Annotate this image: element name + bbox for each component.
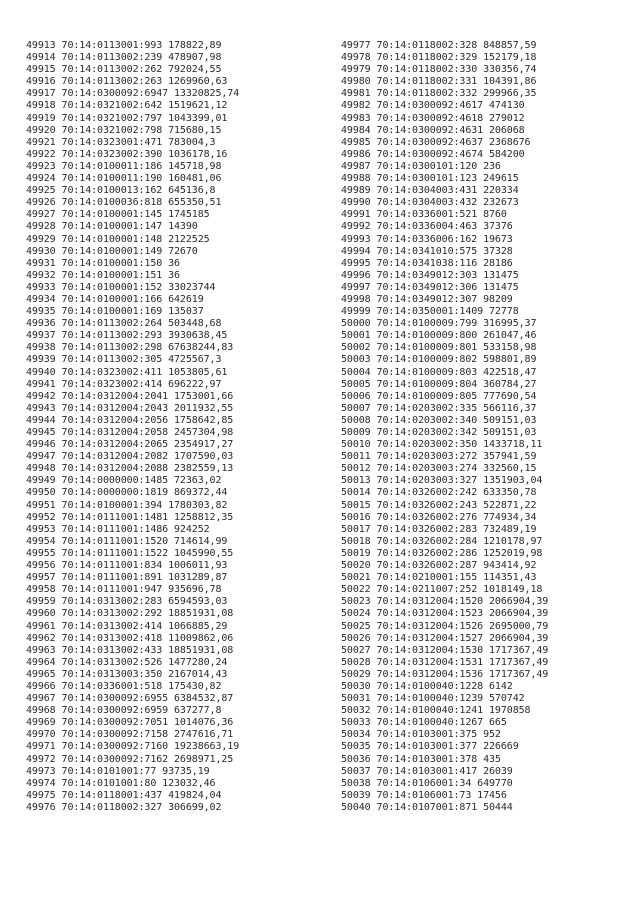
record-line: 49982 70:14:0300092:4617 474130 <box>341 100 525 112</box>
record-line: 49929 70:14:0100001:148 2122525 <box>26 233 210 245</box>
record-line: 49984 70:14:0300092:4631 206068 <box>341 124 525 136</box>
record-line: 49935 70:14:0100001:169 135037 <box>26 306 204 318</box>
record-line: 49931 70:14:0100001:150 36 <box>26 257 180 269</box>
record-line: 49934 70:14:0100001:166 642619 <box>26 293 204 305</box>
record-line: 50032 70:14:0100040:1241 1970858 <box>341 705 531 717</box>
record-line: 49958 70:14:0111001:947 935696,78 <box>26 584 222 596</box>
record-line: 49927 70:14:0100001:145 1745185 <box>26 209 210 221</box>
record-line: 49986 70:14:0300092:4674 584200 <box>341 148 525 160</box>
record-line: 49954 70:14:0111001:1520 714614,99 <box>26 535 228 547</box>
record-line: 49998 70:14:0349012:307 98209 <box>341 293 513 305</box>
record-line: 50003 70:14:0100009:802 598801,89 <box>341 354 537 366</box>
record-line: 50021 70:14:0210001:155 114351,43 <box>341 572 537 584</box>
record-line: 49955 70:14:0111001:1522 1045990,55 <box>26 547 234 559</box>
record-line: 49928 70:14:0100001:147 14390 <box>26 221 198 233</box>
record-line: 49979 70:14:0118002:330 330356,74 <box>341 64 537 76</box>
record-line: 50012 70:14:0203003:274 332560,15 <box>341 463 537 475</box>
record-line: 50005 70:14:0100009:804 360784,27 <box>341 378 537 390</box>
record-line: 50013 70:14:0203003:327 1351903,04 <box>341 475 543 487</box>
record-line: 49961 70:14:0313002:414 1066885,29 <box>26 620 228 632</box>
record-line: 50020 70:14:0326002:287 943414,92 <box>341 560 537 572</box>
record-line: 49920 70:14:0321002:798 715680,15 <box>26 124 222 136</box>
record-line: 50031 70:14:0100040:1239 570742 <box>341 693 525 705</box>
record-line: 49989 70:14:0304003:431 220334 <box>341 185 519 197</box>
record-line: 50006 70:14:0100009:805 777690,54 <box>341 390 537 402</box>
record-line: 50040 70:14:0107001:871 50444 <box>341 801 513 813</box>
record-line: 49985 70:14:0300092:4637 2368676 <box>341 136 531 148</box>
record-line: 49996 70:14:0349012:303 131475 <box>341 269 519 281</box>
record-line: 49969 70:14:0300092:7051 1014076,36 <box>26 717 234 729</box>
record-line: 49959 70:14:0313002:283 6594593,03 <box>26 596 228 608</box>
record-line: 49957 70:14:0111001:891 1031289,87 <box>26 572 228 584</box>
record-line: 50017 70:14:0326002:283 732489,19 <box>341 523 537 535</box>
record-line: 49964 70:14:0313002:526 1477280,24 <box>26 656 228 668</box>
record-line: 49951 70:14:0100001:394 1780303,82 <box>26 499 228 511</box>
record-line: 50009 70:14:0203002:342 509151,03 <box>341 427 537 438</box>
record-line: 49980 70:14:0118002:331 104391,86 <box>341 76 537 88</box>
record-line: 49971 70:14:0300092:7160 19238663,19 <box>26 741 240 753</box>
record-line: 49914 70:14:0113002:239 478907,98 <box>26 52 222 64</box>
record-line: 49946 70:14:0312004:2065 2354917,27 <box>26 439 234 451</box>
record-line: 49977 70:14:0118002:328 848857,59 <box>341 40 537 51</box>
record-line: 49942 70:14:0312004:2041 1753001,66 <box>26 390 234 402</box>
record-line: 50004 70:14:0100009:803 422518,47 <box>341 366 537 378</box>
record-line: 50038 70:14:0106001:34 649770 <box>341 777 513 789</box>
record-line: 49925 70:14:0100013:162 645136,8 <box>26 185 216 197</box>
record-line: 49999 70:14:0350001:1409 72778 <box>341 306 519 318</box>
record-line: 49917 70:14:0300092:6947 13320825,74 <box>26 88 240 100</box>
record-line: 49993 70:14:0336006:162 19673 <box>341 233 513 245</box>
record-line: 50007 70:14:0203002:335 566116,37 <box>341 402 537 414</box>
record-line: 50015 70:14:0326002:243 522871,22 <box>341 499 537 511</box>
record-line: 50027 70:14:0312004:1530 1717367,49 <box>341 644 549 656</box>
record-line: 49995 70:14:0341038:116 28186 <box>341 257 513 269</box>
record-line: 49918 70:14:0321002:642 1519621,12 <box>26 100 228 112</box>
record-line: 49967 70:14:0300092:6955 6384532,87 <box>26 693 234 705</box>
record-line: 49987 70:14:0300101:120 236 <box>341 160 501 172</box>
record-line: 49988 70:14:0300101:123 249615 <box>341 173 519 185</box>
record-line: 49930 70:14:0100001:149 72670 <box>26 245 198 257</box>
record-line: 49968 70:14:0300092:6959 637277,8 <box>26 705 222 717</box>
record-line: 49945 70:14:0312004:2058 2457304,98 <box>26 427 234 438</box>
record-line: 49965 70:14:0313003:350 2167014,43 <box>26 668 228 680</box>
record-line: 49939 70:14:0113002:305 4725567,3 <box>26 354 222 366</box>
record-line: 49913 70:14:0113001:993 178822,89 <box>26 40 222 51</box>
record-line: 49950 70:14:0000000:1819 869372,44 <box>26 487 228 499</box>
record-line: 50037 70:14:0103001:417 26039 <box>341 765 513 777</box>
record-line: 49924 70:14:0100011:190 160481,06 <box>26 173 222 185</box>
record-line: 49956 70:14:0111001:834 1006011,93 <box>26 560 228 572</box>
record-line: 50030 70:14:0100040:1228 6142 <box>341 680 513 692</box>
record-line: 50024 70:14:0312004:1523 2066904,39 <box>341 608 549 620</box>
record-line: 49923 70:14:0100011:186 145718,98 <box>26 160 222 172</box>
record-line: 49973 70:14:0101001:77 93735,19 <box>26 765 210 777</box>
record-line: 50008 70:14:0203002:340 509151,03 <box>341 414 537 426</box>
record-line: 50033 70:14:0100040:1267 665 <box>341 717 507 729</box>
record-line: 50026 70:14:0312004:1527 2066904,39 <box>341 632 549 644</box>
record-line: 50025 70:14:0312004:1526 2695000,79 <box>341 620 549 632</box>
record-line: 50036 70:14:0103001:378 435 <box>341 753 501 765</box>
record-line: 49922 70:14:0323002:390 1036178,16 <box>26 148 228 160</box>
record-line: 49916 70:14:0113002:263 1269960,63 <box>26 76 228 88</box>
record-line: 49981 70:14:0118002:332 299966,35 <box>341 88 537 100</box>
record-line: 50035 70:14:0103001:377 226669 <box>341 741 519 753</box>
record-line: 49947 70:14:0312004:2082 1707590,03 <box>26 451 234 463</box>
record-line: 49943 70:14:0312004:2043 2011932,55 <box>26 402 234 414</box>
record-line: 50010 70:14:0203002:350 1433718,11 <box>341 439 543 451</box>
record-line: 50023 70:14:0312004:1520 2066904,39 <box>341 596 549 608</box>
record-line: 49932 70:14:0100001:151 36 <box>26 269 180 281</box>
record-line: 49938 70:14:0113002:298 67638244,83 <box>26 342 234 354</box>
record-line: 49997 70:14:0349012:306 131475 <box>341 281 519 293</box>
record-line: 49944 70:14:0312004:2056 1758642,85 <box>26 414 234 426</box>
record-line: 50000 70:14:0100009:799 316995,37 <box>341 318 537 330</box>
record-line: 50019 70:14:0326002:286 1252019,98 <box>341 547 543 559</box>
right-column <box>341 40 640 814</box>
record-line: 50039 70:14:0106001:73 17456 <box>341 789 507 801</box>
record-line: 50028 70:14:0312004:1531 1717367,49 <box>341 656 549 668</box>
record-line: 49975 70:14:0118001:437 419824,04 <box>26 789 222 801</box>
record-line: 50014 70:14:0326002:242 633350,78 <box>341 487 537 499</box>
record-line: 49983 70:14:0300092:4618 279012 <box>341 112 525 124</box>
record-line: 49970 70:14:0300092:7158 2747616,71 <box>26 729 234 741</box>
record-line: 50016 70:14:0326002:276 774934,34 <box>341 511 537 523</box>
record-line: 50018 70:14:0326002:284 1210178,97 <box>341 535 543 547</box>
record-line: 49952 70:14:0111001:1481 1258812,35 <box>26 511 234 523</box>
left-column <box>26 40 326 814</box>
record-line: 49972 70:14:0300092:7162 2698971,25 <box>26 753 234 765</box>
record-line: 49960 70:14:0313002:292 18851931,08 <box>26 608 234 620</box>
record-line: 49948 70:14:0312004:2088 2382559,13 <box>26 463 234 475</box>
record-line: 49974 70:14:0101001:80 123032,46 <box>26 777 216 789</box>
record-line: 49962 70:14:0313002:418 11009862,06 <box>26 632 234 644</box>
record-line: 49936 70:14:0113002:264 503448,68 <box>26 318 222 330</box>
record-line: 49994 70:14:0341010:575 37328 <box>341 245 513 257</box>
record-line: 49926 70:14:0100036:818 655350,51 <box>26 197 222 209</box>
record-line: 50029 70:14:0312004:1536 1717367,49 <box>341 668 549 680</box>
record-line: 49937 70:14:0113002:293 3930638,45 <box>26 330 228 342</box>
record-line: 49921 70:14:0323001:471 783004,3 <box>26 136 216 148</box>
record-line: 49949 70:14:0000000:1485 72363,02 <box>26 475 222 487</box>
record-line: 50011 70:14:0203003:272 357941,59 <box>341 451 537 463</box>
record-line: 49915 70:14:0113002:262 792024,55 <box>26 64 222 76</box>
record-line: 49990 70:14:0304003:432 232673 <box>341 197 519 209</box>
record-line: 49941 70:14:0323002:414 696222,97 <box>26 378 222 390</box>
record-line: 49992 70:14:0336004:463 37376 <box>341 221 513 233</box>
record-line: 49940 70:14:0323002:411 1053805,61 <box>26 366 228 378</box>
record-line: 50001 70:14:0100009:800 261047,46 <box>341 330 537 342</box>
record-line: 49966 70:14:0336001:518 175430,82 <box>26 680 222 692</box>
record-line: 49933 70:14:0100001:152 33023744 <box>26 281 216 293</box>
record-line: 49963 70:14:0313002:433 18851931,08 <box>26 644 234 656</box>
record-line: 50034 70:14:0103001:375 952 <box>341 729 501 741</box>
record-line: 49953 70:14:0111001:1486 924252 <box>26 523 210 535</box>
record-line: 49919 70:14:0321002:797 1043399,01 <box>26 112 228 124</box>
record-line: 49991 70:14:0336001:521 8760 <box>341 209 507 221</box>
record-line: 49976 70:14:0118002:327 306699,02 <box>26 801 222 813</box>
record-line: 49978 70:14:0118002:329 152179,18 <box>341 52 537 64</box>
record-line: 50002 70:14:0100009:801 533158,98 <box>341 342 537 354</box>
record-line: 50022 70:14:0211007:252 1018149,18 <box>341 584 543 596</box>
